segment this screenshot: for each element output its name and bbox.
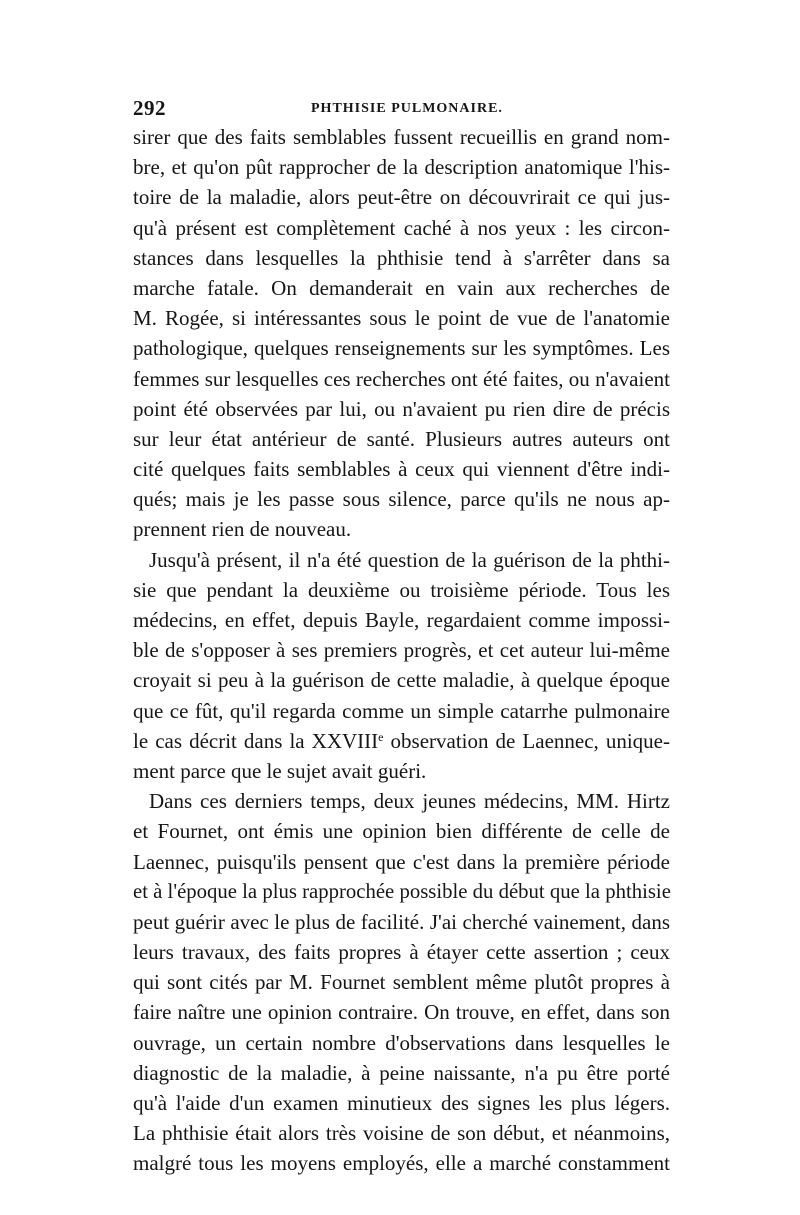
- text-line: Dans ces derniers temps, deux jeunes médecins, MM. Hirtz: [149, 789, 670, 814]
- text-line: sie que pendant la deuxième ou troisième période. Tous les: [133, 577, 670, 602]
- text-line: bre, et qu'on pût rapprocher de la description anatomique l'his-: [133, 155, 670, 180]
- text-line: sur leur état antérieur de santé. Plusieurs autres auteurs ont: [133, 426, 670, 451]
- text-line: faire naître une opinion contraire. On trouve, en effet, dans son: [133, 1000, 670, 1025]
- text-line: point été observées par lui, ou n'avaient pu rien dire de précis: [133, 396, 670, 421]
- text-segment: observation de Laennec, unique-: [383, 728, 670, 753]
- text-line: que ce fût, qu'il regarda comme un simple catarrhe pulmonaire: [133, 698, 670, 723]
- text-line: croyait si peu à la guérison de cette maladie, à quelque époque: [133, 668, 670, 693]
- text-line: diagnostic de la maladie, à peine naissante, n'a pu être porté: [133, 1060, 670, 1085]
- text-line: sirer que des faits semblables fussent recueillis en grand nom-: [133, 125, 670, 149]
- text-line: prennent rien de nouveau.: [133, 517, 352, 542]
- text-line: qués; mais je les passe sous silence, parce qu'ils ne nous ap-: [133, 487, 670, 512]
- text-line: et à l'époque la plus rapprochée possible du début que la phthisie: [133, 880, 671, 903]
- page-number: 292: [133, 96, 166, 120]
- text-line: Laennec, puisqu'ils pensent que c'est dans la première période: [133, 849, 670, 874]
- text-line: cité quelques faits semblables à ceux qui viennent d'être indi-: [133, 457, 670, 482]
- text-line: malgré tous les moyens employés, elle a marché constamment: [133, 1151, 670, 1176]
- text-line: Jusqu'à présent, il n'a été question de la guérison de la phthi-: [149, 547, 670, 572]
- text-line: ble de s'opposer à ses premiers progrès, et cet auteur lui-même: [133, 638, 670, 663]
- text-line: marche fatale. On demanderait en vain aux recherches de: [133, 275, 670, 300]
- text-line: peut guérir avec le plus de facilité. J'ai cherché vainement, dans: [133, 909, 670, 934]
- superscript: e: [378, 729, 384, 744]
- text-line: et Fournet, ont émis une opinion bien différente de celle de: [133, 819, 670, 844]
- body-text: [133, 122, 670, 1179]
- text-line: toire de la maladie, alors peut-être on découvrirait ce qui jus-: [133, 185, 670, 210]
- text-line: stances dans lesquelles la phthisie tend à s'arrêter dans sa: [133, 245, 670, 270]
- text-segment: le cas décrit dans la XXVIII: [133, 728, 379, 753]
- text-line: médecins, en effet, depuis Bayle, regardaient comme impossi-: [133, 608, 670, 632]
- text-line: qu'à l'aide d'un examen minutieux des signes les plus légers.: [133, 1091, 670, 1115]
- text-line: femmes sur lesquelles ces recherches ont été faites, ou n'avaient: [133, 366, 670, 391]
- text-line: [133, 726, 670, 756]
- text-line: M. Rogée, si intéressantes sous le point de vue de l'anatomie: [133, 306, 670, 331]
- text-line: qui sont cités par M. Fournet semblent même plutôt propres à: [133, 970, 670, 995]
- text-line: ment parce que le sujet avait guéri.: [133, 758, 427, 783]
- running-title: PHTHISIE PULMONAIRE.: [311, 101, 503, 116]
- text-line: La phthisie était alors très voisine de son début, et néanmoins,: [133, 1121, 670, 1146]
- text-line: qu'à présent est complètement caché à nos yeux : les circon-: [133, 215, 670, 240]
- text-line: leurs travaux, des faits propres à étayer cette assertion ; ceux: [133, 940, 670, 965]
- page-header: [133, 96, 670, 122]
- text-line: ouvrage, un certain nombre d'observations dans lesquelles le: [133, 1030, 670, 1055]
- text-line: pathologique, quelques renseignements sur les symptômes. Les: [133, 336, 670, 361]
